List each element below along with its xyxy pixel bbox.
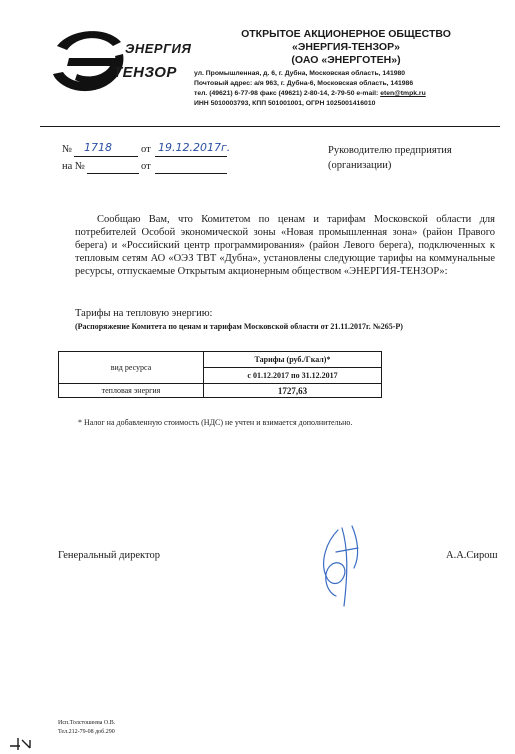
org-name-line3: (ОАО «ЭНЕРГОТЕН») — [291, 54, 401, 66]
addressee-line1: Руководителю предприятия — [328, 145, 452, 156]
org-phone-text: тел. (49621) 6-77-98 факс (49621) 2-80-14, 2-79-50 e-mail: — [194, 90, 379, 97]
table-row — [59, 384, 382, 398]
incoming-number-row — [62, 159, 262, 175]
org-address: ул. Промышленная, д. 6, г. Дубна, Московская область, 141980 — [194, 70, 406, 77]
incoming-number-underline — [87, 173, 139, 174]
number-label: № — [62, 144, 73, 155]
outgoing-number-row — [62, 142, 262, 158]
executor-phone: Тел.212-79-08 доб.290 — [58, 729, 115, 735]
table-header-resource: вид ресурса — [59, 352, 204, 384]
vat-footnote: * Налог на добавленную стоимость (НДС) не учтен и взимается дополнительно. — [78, 418, 353, 427]
scan-mark-icon — [8, 734, 38, 752]
date-value: 19.12.2017г. — [158, 141, 231, 154]
org-postal-address: Почтовый адрес: а/я 963, г. Дубна-6, Московская область, 141986 — [194, 80, 414, 87]
org-email-link[interactable]: eten@tmpk.ru — [380, 90, 426, 97]
tariffs-source: (Распоряжение Комитета по ценам и тарифам Московской области от 21.11.2017г. №265-Р) — [75, 322, 403, 331]
header-divider — [40, 126, 500, 127]
table-header-period: с 01.12.2017 по 31.12.2017 — [204, 368, 382, 384]
executor-name: Исп.Толстошеева О.В. — [58, 720, 116, 726]
table-header-tariff: Тарифы (руб./Гкал)* — [204, 352, 382, 368]
org-name-line1: ОТКРЫТОЕ АКЦИОНЕРНОЕ ОБЩЕСТВО — [241, 28, 451, 40]
tariff-table — [58, 351, 382, 398]
letter-body: Сообщаю Вам, что Комитетом по ценам и тарифам Московской области для потребителей Особой экономической зоны «Новая промышленная зона» (район Правого берега) и «Российский центр программирования» (район Левого берега), подключенных к тепловым сетям АО «ОЭЗ ТВТ «Дубна», установлены следующие тарифы на коммунальные ресурсы, отпускаемые Открытым акционерным обществом «ЭНЕРГИЯ-ТЕНЗОР»: — [75, 214, 495, 277]
logo-mark-icon — [47, 24, 192, 98]
org-phones — [194, 90, 426, 97]
company-logo — [47, 24, 192, 98]
incoming-number-label: на № — [62, 161, 85, 172]
org-name-line2: «ЭНЕРГИЯ-ТЕНЗОР» — [292, 41, 400, 53]
logo-word-energia: ЭНЕРГИЯ — [125, 41, 192, 56]
addressee-line2: (организации) — [328, 160, 392, 171]
logo-word-tenzor: ТЕНЗОР — [113, 64, 177, 81]
table-cell-resource: тепловая энергия — [59, 384, 204, 398]
number-value: 1718 — [84, 141, 112, 154]
org-ids: ИНН 5010003793, КПП 501001001, ОГРН 1025001416010 — [194, 100, 376, 107]
date-label: от — [141, 144, 151, 155]
incoming-date-label: от — [141, 161, 151, 172]
signatory-name: А.А.Сирош — [446, 550, 498, 561]
tariffs-heading: Тарифы на тепловую энергию: — [75, 308, 213, 319]
date-underline — [155, 156, 227, 157]
table-cell-value: 1727,63 — [204, 384, 382, 398]
handwritten-signature — [308, 522, 368, 612]
number-underline — [74, 156, 138, 157]
signatory-position: Генеральный директор — [58, 550, 160, 561]
incoming-date-underline — [155, 173, 227, 174]
